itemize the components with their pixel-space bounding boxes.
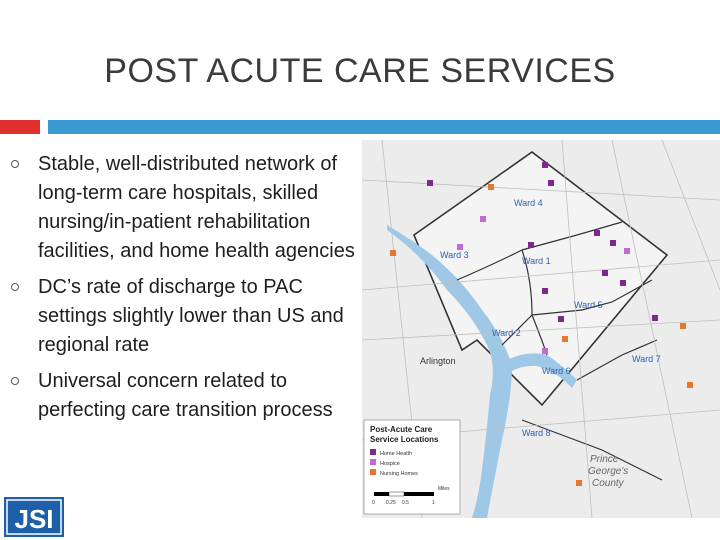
- ward-2-label: Ward 2: [492, 328, 521, 338]
- bullet-text: DC’s rate of discharge to PAC settings slightly lower than US and regional rate: [38, 276, 344, 356]
- scale-unit: Miles: [438, 486, 450, 492]
- ward-6-label: Ward 6: [542, 366, 571, 376]
- legend-label-hospice: Hospice: [380, 461, 400, 467]
- ward-4-label: Ward 4: [514, 198, 543, 208]
- ward-7-label: Ward 7: [632, 354, 661, 364]
- legend-title-line2: Service Locations: [370, 435, 439, 444]
- ward-8-label: Ward 8: [522, 428, 551, 438]
- arlington-label: Arlington: [420, 356, 456, 366]
- bullet-icon: [11, 377, 19, 385]
- nursing-home-marker: [680, 323, 686, 329]
- bullet-icon: [11, 160, 19, 168]
- bullet-item: [0, 273, 370, 360]
- home-health-marker: [594, 230, 600, 236]
- scale-tick: 0.5: [402, 500, 409, 506]
- home-health-marker: [542, 288, 548, 294]
- nursing-home-marker: [687, 382, 693, 388]
- scale-tick: 0: [372, 500, 375, 506]
- bullet-list: [0, 150, 370, 432]
- legend-label-home-health: Home Health: [380, 451, 413, 457]
- legend-swatch-hospice: [370, 459, 376, 465]
- slide-title: POST ACUTE CARE SERVICES: [104, 52, 616, 90]
- home-health-marker: [620, 280, 626, 286]
- pac-locations-map: [362, 140, 720, 518]
- bullet-text: Universal concern related to perfecting care transition process: [38, 370, 333, 421]
- bullet-text: Stable, well-distributed network of long-term care hospitals, skilled nursing/in-patient rehabilitation facilities, and home health agencies: [38, 153, 355, 262]
- home-health-marker: [427, 180, 433, 186]
- ward-1-label: Ward 1: [522, 256, 551, 266]
- jsi-logo-text: JSI: [14, 504, 54, 534]
- nursing-home-marker: [488, 184, 494, 190]
- place-labels: [420, 356, 456, 366]
- svg-text:County: County: [592, 478, 624, 489]
- legend-label-nursing-homes: Nursing Homes: [380, 471, 418, 477]
- home-health-marker: [558, 316, 564, 322]
- nursing-home-marker: [390, 250, 396, 256]
- scale-tick: 0.25: [386, 500, 396, 506]
- home-health-marker: [602, 270, 608, 276]
- legend-swatch-home-health: [370, 449, 376, 455]
- home-health-marker: [652, 315, 658, 321]
- bullet-item: [0, 367, 370, 425]
- nursing-home-marker: [576, 480, 582, 486]
- hospice-marker: [542, 348, 548, 354]
- legend-swatch-nursing-homes: [370, 469, 376, 475]
- bullet-icon: [11, 283, 19, 291]
- home-health-marker: [548, 180, 554, 186]
- jsi-logo: [4, 497, 64, 537]
- home-health-marker: [610, 240, 616, 246]
- scale-bar-segment: [389, 492, 404, 496]
- ward-3-label: Ward 3: [440, 250, 469, 260]
- title-accent-red: [0, 120, 40, 134]
- svg-text:Prince: Prince: [590, 454, 619, 465]
- map-legend: [364, 420, 460, 514]
- home-health-marker: [542, 162, 548, 168]
- svg-text:George's: George's: [588, 466, 629, 477]
- bullet-item: [0, 150, 370, 266]
- title-accent-blue: [48, 120, 720, 134]
- legend-title-line1: Post-Acute Care: [370, 425, 433, 434]
- scale-tick: 1: [432, 500, 435, 506]
- nursing-home-marker: [562, 336, 568, 342]
- hospice-marker: [624, 248, 630, 254]
- hospice-marker: [480, 216, 486, 222]
- ward-5-label: Ward 5: [574, 300, 603, 310]
- home-health-marker: [528, 242, 534, 248]
- hospice-marker: [457, 244, 463, 250]
